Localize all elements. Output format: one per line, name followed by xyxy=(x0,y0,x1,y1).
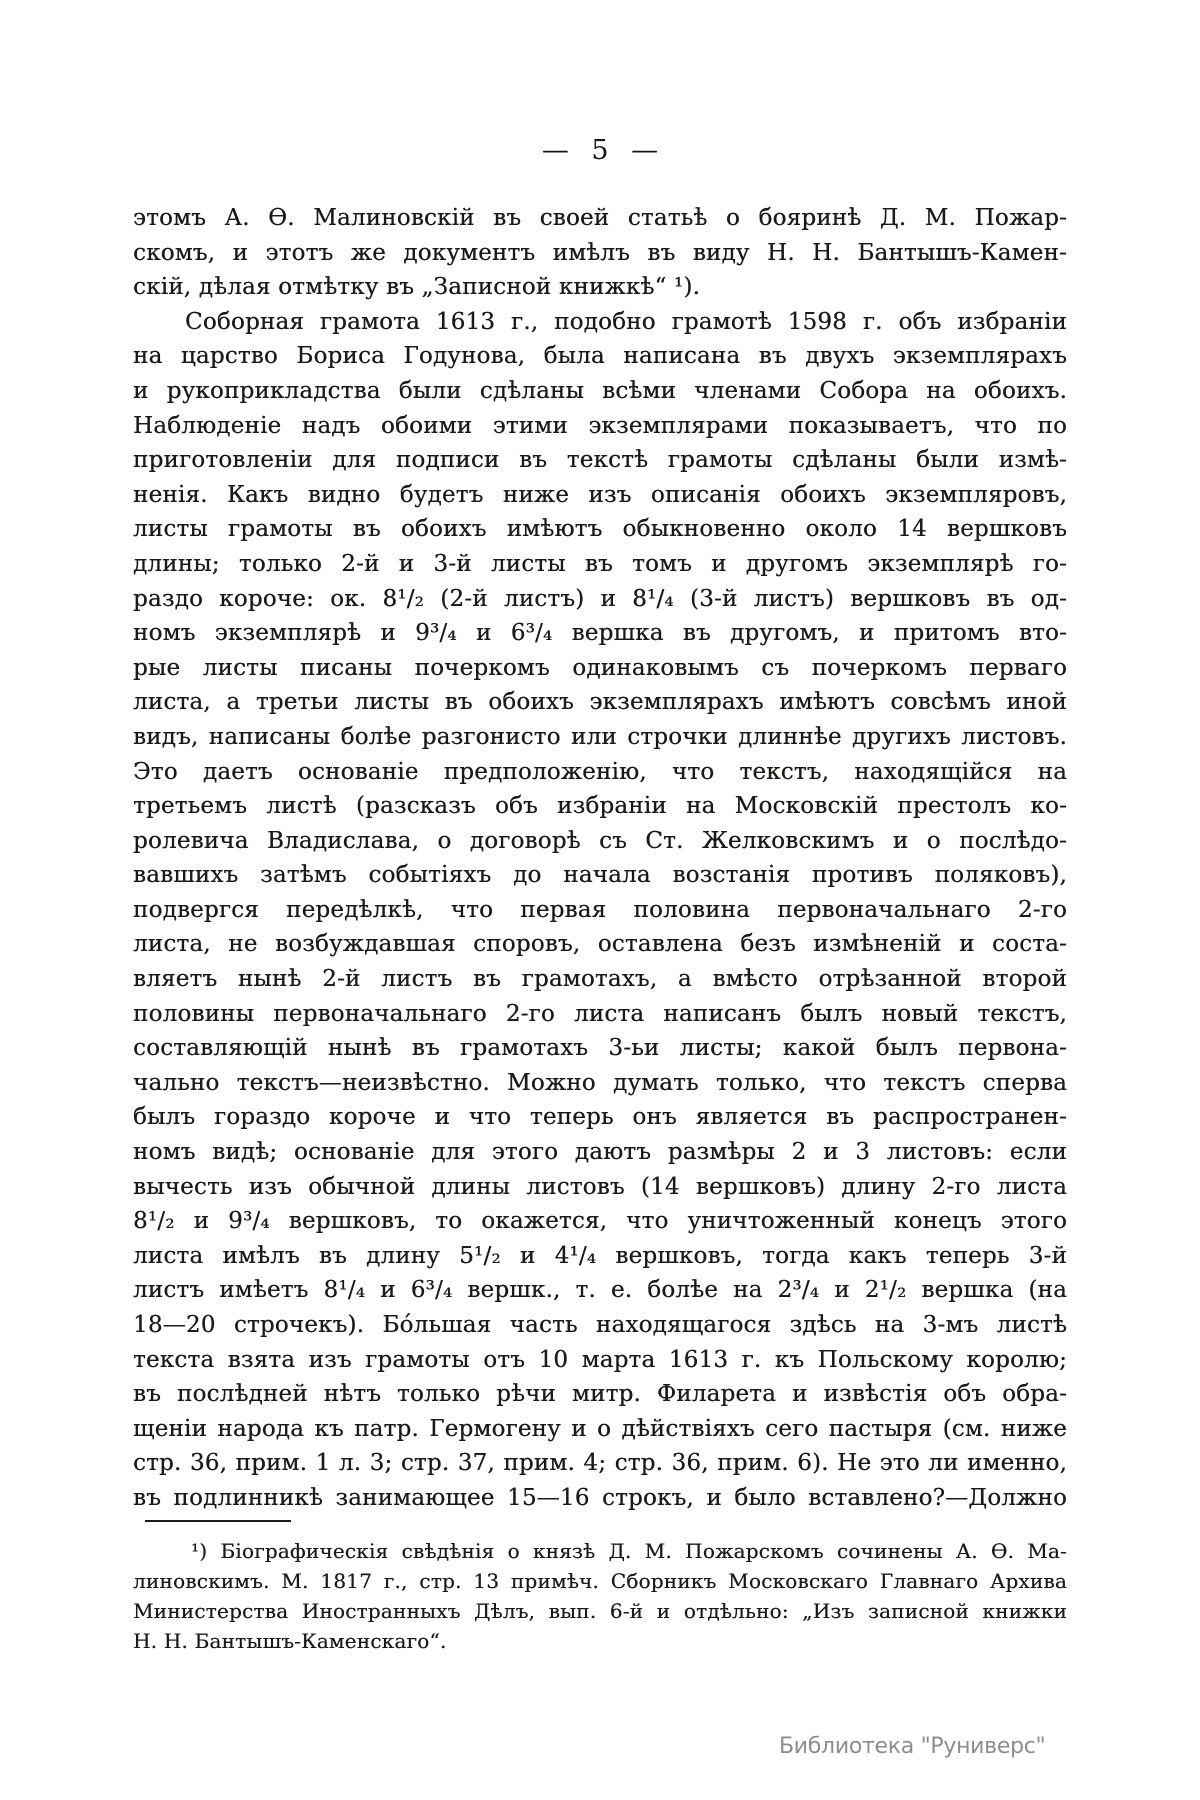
text-line: номъ экземплярѣ и 9³/₄ и 6³/₄ вершка въ другомъ, и притомъ вто- xyxy=(133,620,1067,647)
text-line: текста взята изъ грамоты отъ 10 марта 1613 г. къ Польскому королю; xyxy=(133,1346,1067,1373)
text-line: листъ имѣетъ 8¹/₄ и 6³/₄ вершк., т. е. болѣе на 2³/₄ и 2¹/₂ вершка (на xyxy=(133,1277,1067,1304)
text-line: листа, не возбуждавшая споровъ, оставлена безъ измѣненій и соста- xyxy=(133,931,1067,958)
text-line: былъ гораздо короче и что теперь онъ является въ распространен- xyxy=(133,1104,1067,1131)
text-line: стр. 36, прим. 1 л. 3; стр. 37, прим. 4; стр. 36, прим. 6). Не это ли именно, xyxy=(133,1450,1067,1477)
page-number: — 5 — xyxy=(541,135,659,166)
footnote xyxy=(133,1536,1067,1656)
text-line: скомъ, и этотъ же документъ имѣлъ въ виду Н. Н. Бантышъ-Камен- xyxy=(133,239,1067,266)
text-line: приготовленіи для подписи въ текстѣ грамоты сдѣланы были измѣ- xyxy=(133,447,1067,474)
text-line: и рукоприкладства были сдѣланы всѣми членами Собора на обоихъ. xyxy=(133,377,1067,404)
text-line: составляющій нынѣ въ грамотахъ 3-ьи листы; какой былъ первона- xyxy=(133,1035,1067,1062)
text-line: Это даетъ основаніе предположенію, что текстъ, находящійся на xyxy=(133,758,1067,785)
text-line: раздо короче: ок. 8¹/₂ (2-й листъ) и 8¹/₄ (3-й листъ) вершковъ въ од- xyxy=(133,585,1067,612)
text-line: Министерства Иностранныхъ Дѣлъ, вып. 6-й и отдѣльно: „Изъ записной книжки xyxy=(133,1599,1067,1623)
text-line: ¹) Біографическія свѣдѣнія о князѣ Д. М. Пожарскомъ сочинены А. Ѳ. Ма- xyxy=(191,1539,1067,1563)
text-line: видъ, написаны болѣе разгонисто или строчки длиннѣе другихъ листовъ. xyxy=(133,723,1067,750)
footnote-separator-rule xyxy=(145,1520,291,1522)
text-line: листа, а третьи листы въ обоихъ экземплярахъ имѣютъ совсѣмъ иной xyxy=(133,689,1067,716)
text-line: листа имѣлъ въ длину 5¹/₂ и 4¹/₄ вершковъ, тогда какъ теперь 3-й xyxy=(133,1242,1067,1269)
text-line: рые листы писаны почеркомъ одинаковымъ съ почеркомъ перваго xyxy=(133,654,1067,681)
text-line: Соборная грамота 1613 г., подобно грамотѣ 1598 г. объ избраніи xyxy=(185,308,1067,335)
text-line: номъ видѣ; основаніе для этого даютъ размѣры 2 и 3 листовъ: если xyxy=(133,1139,1067,1166)
text-line: на царство Бориса Годунова, была написана въ двухъ экземплярахъ xyxy=(133,343,1067,370)
text-line: половины первоначальнаго 2-го листа написанъ былъ новый текстъ, xyxy=(133,1000,1067,1027)
text-line: вавшихъ затѣмъ событіяхъ до начала возстанія противъ поляковъ), xyxy=(133,862,1067,889)
text-line: этомъ А. Ѳ. Малиновскій въ своей статьѣ о бояринѣ Д. М. Пожар- xyxy=(133,205,1067,231)
text-line: 18—20 строчекъ). Бо́льшая часть находящагося здѣсь на 3-мъ листѣ xyxy=(133,1312,1067,1338)
text-line: 8¹/₂ и 9³/₄ вершковъ, то окажется, что уничтоженный конецъ этого xyxy=(133,1208,1067,1235)
text-line: вычесть изъ обычной длины листовъ (14 вершковъ) длину 2-го листа xyxy=(133,1173,1067,1200)
text-line: чально текстъ—неизвѣстно. Можно думать только, что текстъ сперва xyxy=(133,1069,1067,1096)
text-line: третьемъ листѣ (разсказъ объ избраніи на Московскій престолъ ко- xyxy=(133,793,1067,820)
library-watermark: Библиотека "Руниверс" xyxy=(779,1734,1046,1759)
text-line: Н. Н. Бантышъ-Каменскаго“. xyxy=(133,1629,447,1653)
text-line: ролевича Владислава, о договорѣ съ Ст. Желковскимъ и о послѣдо- xyxy=(133,827,1067,854)
text-line: вляетъ нынѣ 2-й листъ въ грамотахъ, а вмѣсто отрѣзанной второй xyxy=(133,966,1067,993)
main-text xyxy=(133,201,1067,1516)
text-line: подвергся передѣлкѣ, что первая половина первоначальнаго 2-го xyxy=(133,896,1067,923)
text-line: въ подлинникѣ занимающее 15—16 строкъ, и было вставлено?—Должно xyxy=(133,1484,1067,1511)
text-line: Наблюденіе надъ обоими этими экземплярами показываетъ, что по xyxy=(133,412,1067,439)
text-line: щеніи народа къ патр. Гермогену и о дѣйствіяхъ сего пастыря (см. ниже xyxy=(133,1415,1067,1442)
text-line: длины; только 2-й и 3-й листы въ томъ и другомъ экземплярѣ го- xyxy=(133,550,1067,577)
text-line: линовскимъ. М. 1817 г., стр. 13 примѣч. Сборникъ Московскаго Главнаго Архива xyxy=(133,1569,1067,1593)
text-line: листы грамоты въ обоихъ имѣютъ обыкновенно около 14 вершковъ xyxy=(133,516,1067,543)
text-line: въ послѣдней нѣтъ только рѣчи митр. Филарета и извѣстія объ обра- xyxy=(133,1381,1067,1408)
text-line: скій, дѣлая отмѣтку въ „Записной книжкѣ“ ¹). xyxy=(133,274,701,301)
text-line: ненія. Какъ видно будетъ ниже изъ описанія обоихъ экземпляровъ, xyxy=(133,481,1067,508)
